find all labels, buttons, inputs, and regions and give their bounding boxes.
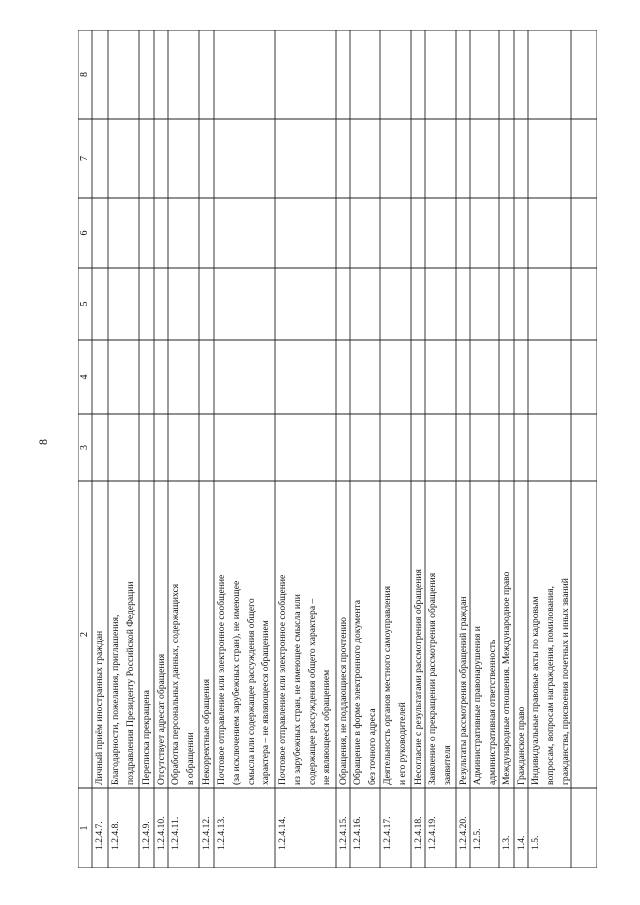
row-text-line: поздравления Президенту Российской Федерации bbox=[124, 581, 136, 785]
row-code: 1.2.4.15. bbox=[338, 816, 349, 850]
row-text-line: Отсутствует адресат обращения bbox=[156, 653, 167, 785]
row-code: 1.2.4.20. bbox=[458, 816, 469, 850]
row-text-line: Переписка прекращена bbox=[141, 690, 152, 785]
header-cell: 7 bbox=[79, 156, 90, 161]
header-cell: 5 bbox=[79, 301, 90, 307]
row-code: 1.3. bbox=[501, 835, 512, 850]
header-cell: 8 bbox=[79, 72, 90, 77]
row-code: 1.2.4.14. bbox=[277, 816, 288, 850]
row-text-line: Заявление о прекращении рассмотрения обращения bbox=[427, 572, 438, 785]
row-text-line: заявителя bbox=[441, 745, 453, 785]
row-text-line: Административные правонарушения и bbox=[472, 626, 483, 785]
row-code: 1.2.4.17. bbox=[382, 816, 393, 850]
row-text-line: содержащее рассуждения общего характера – bbox=[306, 598, 318, 785]
row-code: 1.2.5. bbox=[472, 828, 483, 850]
row-code: 1.2.4.11. bbox=[170, 816, 181, 850]
row-code: 1.2.4.18. bbox=[413, 816, 424, 850]
row-text-line: Обращения, не поддающиеся прочтению bbox=[338, 617, 349, 785]
page-number: 8 bbox=[36, 439, 50, 445]
row-text-line: Международные отношения. Международное право bbox=[501, 571, 512, 785]
row-text-line: Благодарности, пожелания, приглашения, bbox=[110, 614, 121, 785]
row-code: 1.2.4.13. bbox=[216, 816, 227, 850]
row-code: 1.5. bbox=[530, 835, 541, 850]
row-text-line: Обращение в форме электронного документа bbox=[352, 599, 363, 785]
row-text-line: характера – не являющееся обращением bbox=[260, 620, 272, 785]
header-cell: 1 bbox=[79, 825, 90, 831]
row-code: 1.2.4.12. bbox=[201, 816, 212, 850]
row-text-line: Обработка персональных данных, содержащихся bbox=[170, 583, 181, 785]
rubric-table bbox=[78, 30, 597, 868]
row-code: 1.2.4.8. bbox=[110, 821, 121, 850]
row-text-line: вопросам, вопросам награждения, помилования, bbox=[544, 586, 556, 785]
row-code: 1.2.4.9. bbox=[141, 821, 152, 850]
row-text-line: Несогласие с результатами рассмотрения обращения bbox=[413, 569, 424, 785]
row-code: 1.2.4.19. bbox=[427, 816, 438, 850]
row-text-line: в обращении bbox=[184, 732, 196, 785]
header-cell: 2 bbox=[79, 632, 90, 637]
row-code: 1.2.4.10. bbox=[156, 816, 167, 850]
row-text-line: Почтовое отправление или электронное сообщение bbox=[277, 574, 288, 785]
row-text-line: Деятельность органов местного самоуправления bbox=[382, 585, 393, 785]
row-text-line: Индивидуальные правовые акты по кадровым bbox=[530, 596, 541, 785]
row-code: 1.2.4.16. bbox=[352, 816, 363, 850]
row-text-line: Личный приём иностранных граждан bbox=[94, 630, 105, 785]
row-text-line: гражданства, присвоения почетных и иных званий bbox=[559, 578, 571, 785]
row-text-line: (за исключением зарубежных стран), не имеющее bbox=[230, 580, 242, 785]
row-text-line: административная ответственность bbox=[486, 639, 498, 785]
header-cell: 3 bbox=[79, 445, 90, 450]
row-code: 1.4. bbox=[516, 835, 527, 850]
row-text-line: смысла или содержащее рассуждения общего bbox=[245, 598, 257, 785]
header-cell: 6 bbox=[79, 230, 90, 236]
row-text-line: без точного адреса bbox=[366, 708, 378, 785]
row-text-line: Результаты рассмотрения обращений граждан bbox=[458, 596, 469, 785]
row-text-line: Почтовое отправление или электронное сообщение bbox=[216, 574, 227, 785]
header-cell: 4 bbox=[79, 374, 90, 380]
row-code: 1.2.4.7. bbox=[94, 821, 105, 850]
row-text-line: и его руководителей bbox=[396, 702, 408, 785]
row-text-line: Гражданское право bbox=[516, 706, 527, 785]
row-text-line: Некорректные обращения bbox=[201, 678, 212, 785]
row-text-line: не являющееся обращением bbox=[321, 669, 333, 785]
row-text-line: из зарубежных стран, не имеющее смысла или bbox=[291, 594, 303, 785]
